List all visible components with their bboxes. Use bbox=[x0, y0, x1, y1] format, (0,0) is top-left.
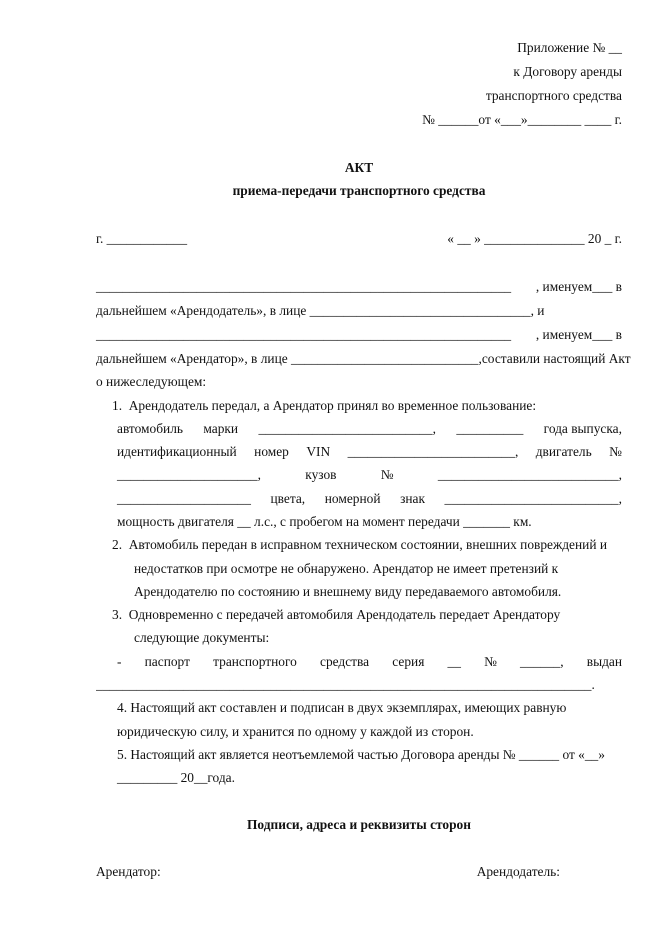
lessor-name-row bbox=[96, 279, 622, 295]
document-title: АКТ bbox=[344, 160, 374, 175]
word: номерной bbox=[324, 491, 381, 506]
word: кузов bbox=[305, 467, 337, 482]
word: идентификационный bbox=[117, 444, 237, 459]
lessee-name-blank: ______________________________________________________________ bbox=[96, 327, 512, 342]
word: транспортного bbox=[213, 654, 297, 669]
item-5-line-2: _________ 20__года. bbox=[117, 770, 235, 785]
word: средства bbox=[320, 654, 370, 669]
word: номер bbox=[254, 444, 289, 459]
lessee-name-row bbox=[96, 327, 622, 343]
appendix-vehicle-ref: транспортного средства bbox=[485, 88, 622, 103]
following-text: о нижеследующем: bbox=[96, 374, 207, 389]
item-1-row-brand bbox=[117, 421, 622, 437]
item-3-passport-row bbox=[117, 654, 622, 670]
item-3-issued-by-blank: __________________________________________________________________________. bbox=[96, 677, 595, 692]
item-3-line-1: 3. Одновременно с передачей автомобиля Арендодатель передает Арендатору bbox=[112, 607, 561, 622]
item-1-row-vin bbox=[117, 444, 622, 460]
item-1-row-body bbox=[117, 467, 622, 483]
lessee-signature-label: Арендатор: bbox=[96, 864, 161, 879]
lessor-signature-label: Арендодатель: bbox=[476, 864, 560, 879]
word: автомобиль bbox=[117, 421, 183, 436]
word: выдан bbox=[586, 654, 622, 669]
lessor-name-suffix: , именуем___ в bbox=[535, 279, 622, 294]
passport-number-blank: ______, bbox=[520, 654, 564, 669]
item-5-line-1: 5. Настоящий акт является неотъемлемой частью Договора аренды № ______ от «__» bbox=[117, 747, 605, 762]
word: серия bbox=[392, 654, 425, 669]
year-blank: __________ bbox=[456, 421, 524, 436]
word: № bbox=[380, 467, 394, 482]
word: года выпуска, bbox=[543, 421, 622, 436]
item-2-line-1: 2. Автомобиль передан в исправном техническом состоянии, внешних повреждений и bbox=[112, 537, 608, 552]
word: двигатель bbox=[535, 444, 592, 459]
word: VIN bbox=[306, 444, 331, 459]
place-field: г. ____________ bbox=[96, 231, 188, 246]
word: - bbox=[117, 654, 122, 669]
vin-blank: _________________________, bbox=[347, 444, 519, 459]
word: паспорт bbox=[144, 654, 190, 669]
document-subtitle: приема-передачи транспортного средства bbox=[232, 183, 486, 198]
place-date-row bbox=[96, 231, 622, 247]
plate-blank: __________________________, bbox=[444, 491, 622, 506]
word: знак bbox=[400, 491, 425, 506]
lessor-representative-line: дальнейшем «Арендодатель», в лице _________________________________, и bbox=[96, 303, 545, 318]
appendix-number: Приложение № __ bbox=[517, 40, 622, 55]
date-field: « __ » _______________ 20 _ г. bbox=[447, 231, 622, 246]
lessee-representative-line: дальнейшем «Арендатор», в лице ____________________________, bbox=[96, 351, 482, 366]
item-3-line-2: следующие документы: bbox=[134, 630, 270, 645]
word: цвета, bbox=[270, 491, 306, 506]
engine-number-blank: _____________________, bbox=[117, 467, 261, 482]
lessee-name-suffix: , именуем___ в bbox=[535, 327, 622, 342]
item-4-line-1: 4. Настоящий акт составлен и подписан в двух экземплярах, имеющих равную bbox=[117, 700, 567, 715]
item-1-row-power: мощность двигателя __ л.с., с пробегом на момент передачи _______ км. bbox=[117, 514, 532, 529]
item-2-line-2: недостатков при осмотре не обнаружено. Арендатор не имеет претензий к bbox=[134, 561, 559, 576]
brand-blank: __________________________, bbox=[258, 421, 436, 436]
item-1-row-color bbox=[117, 491, 622, 507]
color-blank: ____________________ bbox=[117, 491, 251, 506]
signature-parties-row bbox=[96, 864, 560, 880]
item-1-intro: 1. Арендодатель передал, а Арендатор принял во временное пользование: bbox=[112, 398, 537, 413]
word: № bbox=[609, 444, 622, 459]
item-4-line-2: юридическую силу, и хранится по одному у каждой из сторон. bbox=[117, 724, 474, 739]
lessor-name-blank: ______________________________________________________________ bbox=[96, 279, 512, 294]
body-number-blank: ___________________________, bbox=[437, 467, 622, 482]
series-blank: __ bbox=[447, 654, 461, 669]
word: марки bbox=[203, 421, 239, 436]
appendix-contract-ref: к Договору аренды bbox=[513, 64, 622, 79]
appendix-contract-number-date: № ______от «___»________ ____ г. bbox=[422, 112, 622, 127]
item-2-line-3: Арендодателю по состоянию и внешнему виду передаваемого автомобиля. bbox=[134, 584, 562, 599]
lessee-representative-row bbox=[96, 351, 631, 367]
act-composed-text: составили настоящий Акт bbox=[481, 351, 631, 366]
signatures-heading: Подписи, адреса и реквизиты сторон bbox=[247, 817, 471, 832]
word: № bbox=[484, 654, 497, 669]
